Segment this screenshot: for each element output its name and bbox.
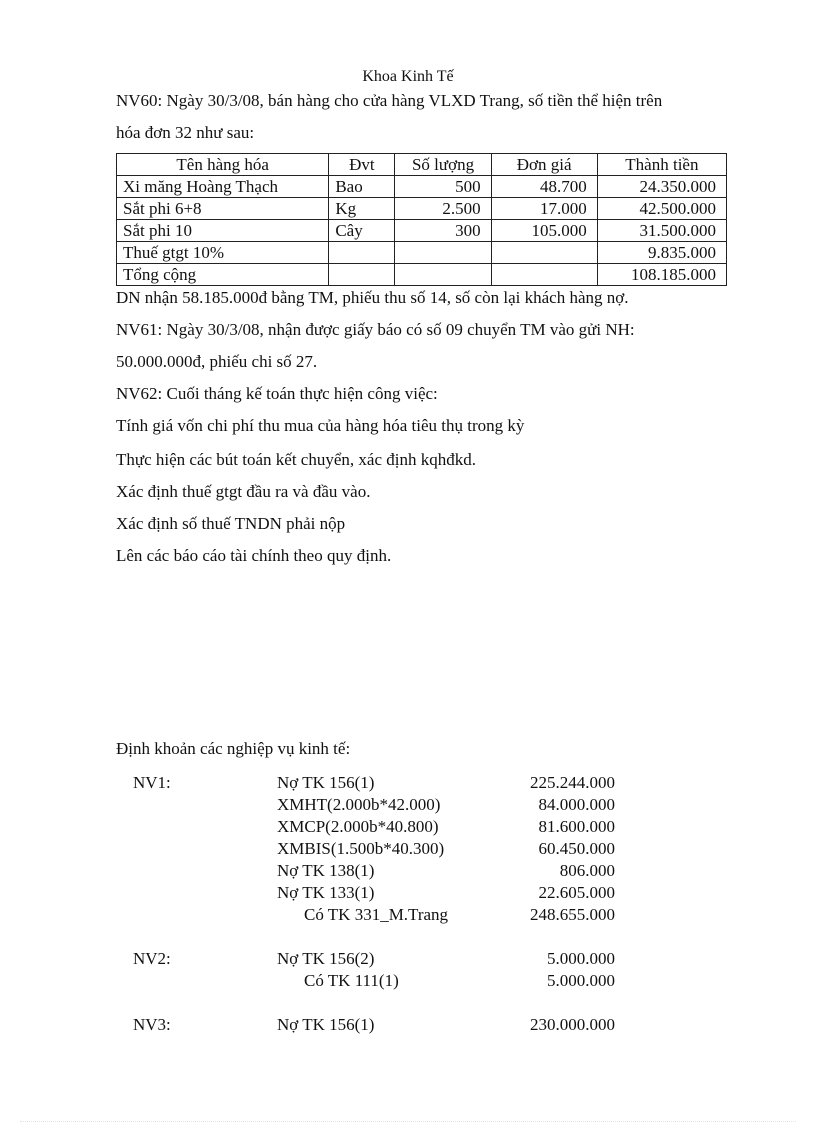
cell-item-name: Tổng cộng (117, 264, 329, 286)
nv60-line-2: hóa đơn 32 như sau: (116, 123, 255, 142)
journal-line (0, 816, 816, 838)
cell-unit: Kg (329, 198, 395, 220)
entry-amount: 248.655.000 (530, 905, 615, 924)
journal-line (0, 838, 816, 860)
journal-line (0, 882, 816, 904)
column-header-unit: Đvt (329, 154, 395, 176)
entry-amount: 84.000.000 (538, 795, 615, 814)
cell-unit-price: 48.700 (491, 176, 597, 198)
entry-account: Có TK 111(1) (304, 971, 399, 990)
journal-line (0, 1014, 816, 1036)
cell-quantity: 2.500 (395, 198, 491, 220)
entry-account: Nợ TK 156(2) (277, 949, 375, 968)
nv61-line-2: 50.000.000đ, phiếu chi số 27. (116, 352, 318, 371)
entry-account: XMCP(2.000b*40.800) (277, 817, 439, 836)
entry-amount: 81.600.000 (538, 817, 615, 836)
table-row-grand-total (117, 264, 727, 286)
cell-unit: Bao (329, 176, 395, 198)
cell-item-name: Sắt phi 10 (117, 220, 329, 242)
entry-account: Nợ TK 133(1) (277, 883, 375, 902)
table-row (117, 220, 727, 242)
column-header-quantity: Số lượng (395, 154, 491, 176)
entry-account: Nợ TK 156(1) (277, 773, 375, 792)
entry-spacer (0, 992, 816, 1014)
nv60-payment-note: DN nhận 58.185.000đ bằng TM, phiếu thu số 14, số còn lại khách hàng nợ. (116, 288, 629, 307)
cell-total: 31.500.000 (597, 220, 726, 242)
table-header-row (117, 154, 727, 176)
cell-unit (329, 242, 395, 264)
nv62-intro: NV62: Cuối tháng kế toán thực hiện công việc: (116, 384, 438, 403)
entry-label: NV1: (133, 773, 171, 792)
cell-unit-price (491, 242, 597, 264)
nv62-task: Tính giá vốn chi phí thu mua của hàng hóa tiêu thụ trong kỳ (116, 416, 525, 435)
invoice-table (116, 153, 727, 286)
entry-amount: 230.000.000 (530, 1015, 615, 1034)
entry-amount: 806.000 (559, 861, 615, 880)
cell-unit-price: 17.000 (491, 198, 597, 220)
entry-account: Có TK 331_M.Trang (304, 905, 449, 924)
journal-entries (0, 772, 816, 1036)
entry-label: NV3: (133, 1015, 171, 1034)
column-header-name: Tên hàng hóa (117, 154, 329, 176)
entry-spacer (0, 926, 816, 948)
entry-label: NV2: (133, 949, 171, 968)
cell-unit-price: 105.000 (491, 220, 597, 242)
table-row (117, 176, 727, 198)
cell-quantity (395, 264, 491, 286)
cell-item-name: Sắt phi 6+8 (117, 198, 329, 220)
cell-unit-price (491, 264, 597, 286)
cell-total: 108.185.000 (597, 264, 726, 286)
column-header-total: Thành tiền (597, 154, 726, 176)
nv62-task: Xác định số thuế TNDN phải nộp (116, 514, 346, 533)
cell-item-name: Thuế gtgt 10% (117, 242, 329, 264)
cell-unit (329, 264, 395, 286)
journal-line (0, 970, 816, 992)
entry-account: XMHT(2.000b*42.000) (277, 795, 441, 814)
cell-total: 42.500.000 (597, 198, 726, 220)
entry-account: XMBIS(1.500b*40.300) (277, 839, 445, 858)
cell-total: 9.835.000 (597, 242, 726, 264)
cell-item-name: Xi măng Hoàng Thạch (117, 176, 329, 198)
entry-amount: 225.244.000 (530, 773, 615, 792)
cell-quantity: 300 (395, 220, 491, 242)
nv60-line-1: NV60: Ngày 30/3/08, bán hàng cho cửa hàng VLXD Trang, số tiền thể hiện trên (116, 91, 663, 110)
nv62-task: Lên các báo cáo tài chính theo quy định. (116, 546, 392, 565)
journal-line (0, 794, 816, 816)
cell-total: 24.350.000 (597, 176, 726, 198)
cell-quantity: 500 (395, 176, 491, 198)
journal-line (0, 948, 816, 970)
entry-amount: 60.450.000 (538, 839, 615, 858)
page-header: Khoa Kinh Tế (362, 68, 454, 85)
table-row (117, 198, 727, 220)
nv62-task: Thực hiện các bút toán kết chuyển, xác định kqhđkd. (116, 450, 476, 469)
cell-unit: Cây (329, 220, 395, 242)
journal-title: Định khoản các nghiệp vụ kinh tế: (116, 739, 351, 758)
journal-line (0, 860, 816, 882)
entry-account: Nợ TK 156(1) (277, 1015, 375, 1034)
journal-line (0, 904, 816, 926)
entry-amount: 22.605.000 (538, 883, 615, 902)
table-row-vat (117, 242, 727, 264)
nv62-task: Xác định thuế gtgt đầu ra và đầu vào. (116, 482, 371, 501)
cell-quantity (395, 242, 491, 264)
entry-account: Nợ TK 138(1) (277, 861, 375, 880)
page-bottom-divider (20, 1121, 796, 1122)
nv61-line-1: NV61: Ngày 30/3/08, nhận được giấy báo có số 09 chuyển TM vào gửi NH: (116, 320, 635, 339)
entry-amount: 5.000.000 (547, 971, 615, 990)
entry-amount: 5.000.000 (547, 949, 615, 968)
journal-line (0, 772, 816, 794)
column-header-unit-price: Đơn giá (491, 154, 597, 176)
